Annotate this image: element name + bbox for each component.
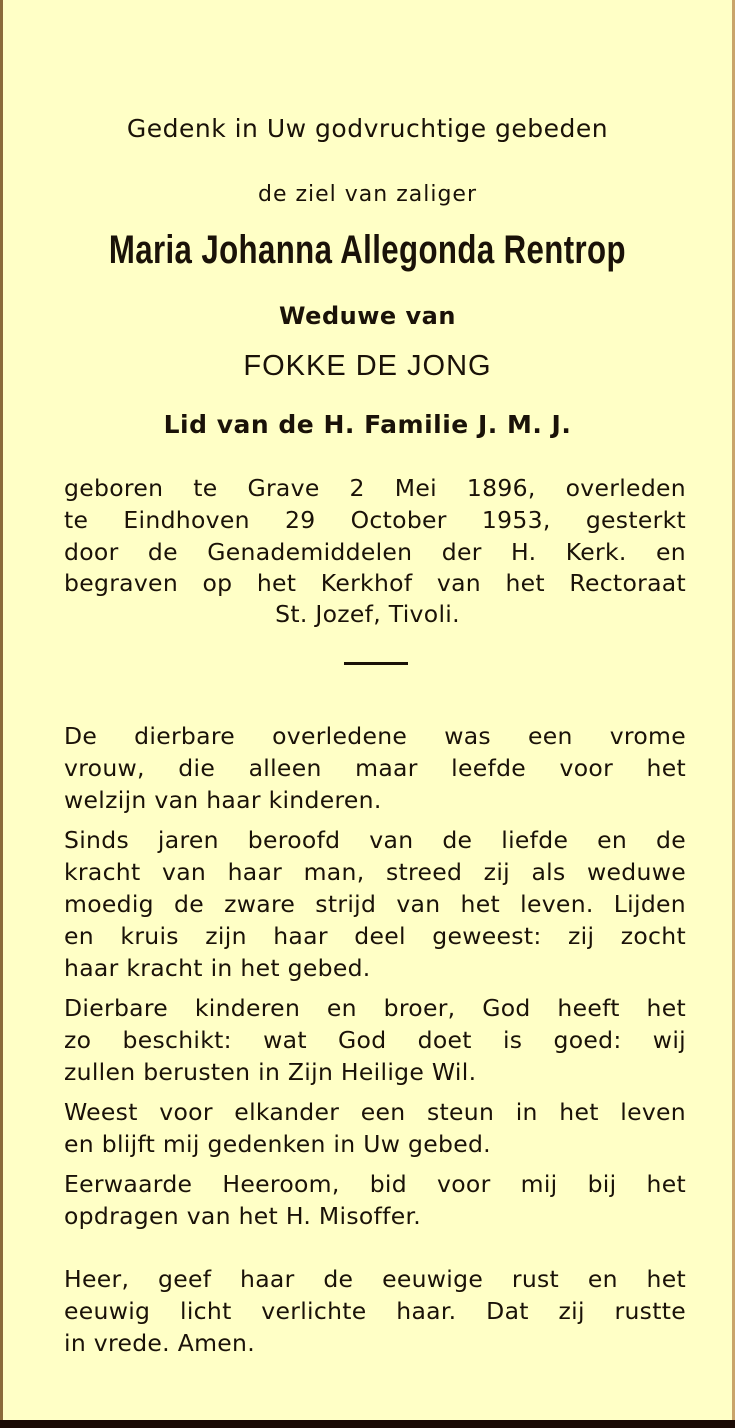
membership-line: Lid van de H. Familie J. M. J.	[163, 410, 572, 439]
paragraph-line: Eerwaarde Heeroom, bid voor mij bij het	[64, 1170, 686, 1198]
paragraph-line: Dierbare kinderen en broer, God heeft het	[64, 994, 686, 1022]
paragraph-line: Sinds jaren beroofd van de liefde en de	[64, 826, 686, 854]
bio-line: te Eindhoven 29 October 1953, gesterkt	[64, 506, 686, 534]
bio-line-last: St. Jozef, Tivoli.	[275, 600, 460, 628]
bio-line: door de Genademiddelen der H. Kerk. en	[64, 538, 686, 566]
soul-line: de ziel van zaliger	[257, 182, 478, 207]
prayer-intro: Gedenk in Uw godvruchtige gebeden	[126, 114, 609, 143]
paragraph-line-last: welzijn van haar kinderen.	[64, 786, 382, 814]
paragraph-line: en kruis zijn haar deel geweest: zij zocht	[64, 922, 686, 950]
husband-name: FOKKE DE JONG	[243, 350, 492, 382]
paragraph-line-last: haar kracht in het gebed.	[64, 954, 371, 982]
divider-rule	[344, 662, 408, 665]
card-left-edge	[0, 0, 3, 1428]
widow-of-label: Weduwe van	[279, 302, 456, 330]
paragraph-line: vrouw, die alleen maar leefde voor het	[64, 754, 686, 782]
paragraph-line: kracht van haar man, streed zij als weduwe	[64, 858, 686, 886]
bio-line: begraven op het Kerkhof van het Rectoraat	[64, 569, 686, 597]
paragraph-line: eeuwig licht verlichte haar. Dat zij rustte	[64, 1297, 686, 1325]
paragraph-line-last: opdragen van het H. Misoffer.	[64, 1202, 422, 1230]
paragraph-line-last: en blijft mij gedenken in Uw gebed.	[64, 1130, 491, 1158]
paragraph-line-last: in vrede. Amen.	[64, 1329, 256, 1357]
paragraph-line: zo beschikt: wat God doet is goed: wij	[64, 1026, 686, 1054]
bio-line: geboren te Grave 2 Mei 1896, overleden	[64, 474, 686, 502]
paragraph-line: Heer, geef haar de eeuwige rust en het	[64, 1265, 686, 1293]
paragraph-line-last: zullen berusten in Zijn Heilige Wil.	[64, 1058, 477, 1086]
paragraph-line: moedig de zware strijd van het leven. Lijden	[64, 890, 686, 918]
paragraph-line: De dierbare overledene was een vrome	[64, 722, 686, 750]
paragraph-line: Weest voor elkander een steun in het leven	[64, 1098, 686, 1126]
deceased-name: Maria Johanna Allegonda Rentrop	[108, 228, 626, 272]
card-bottom-edge	[0, 1420, 735, 1428]
